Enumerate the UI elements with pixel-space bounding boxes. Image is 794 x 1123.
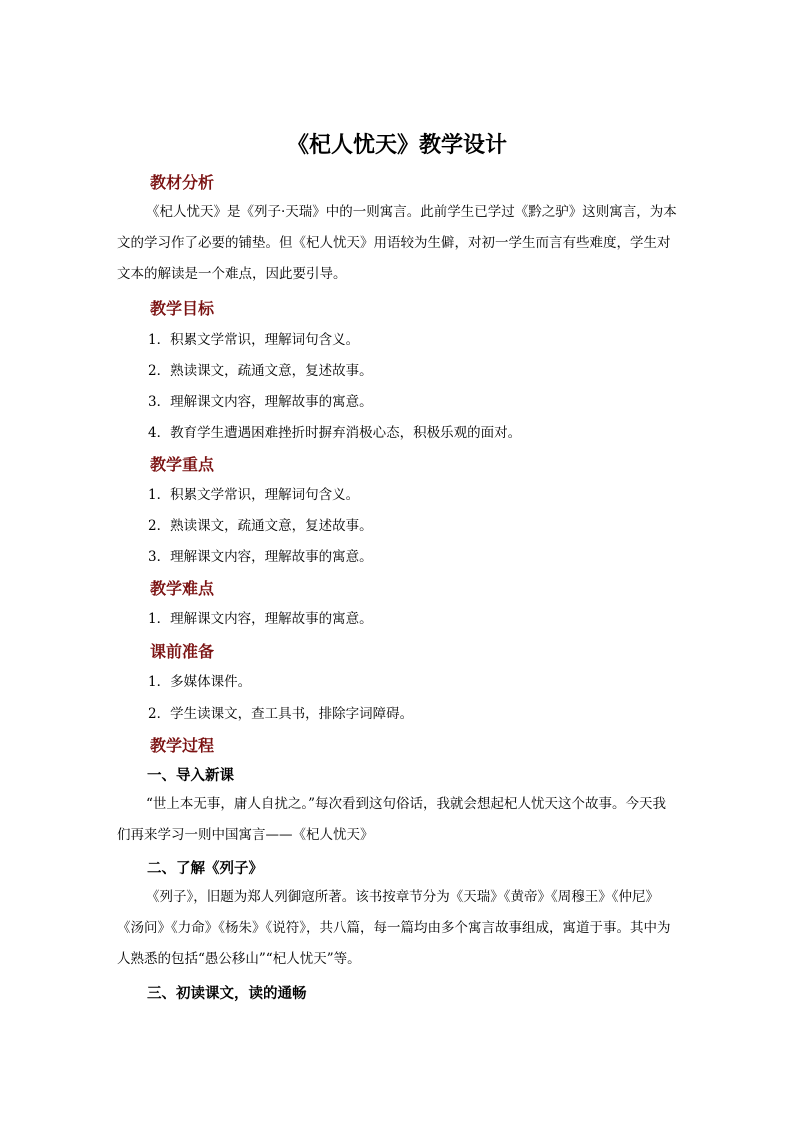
paragraph-analysis: 《杞人忧天》是《列子·天瑞》中的一则寓言。此前学生已学过《黔之驴》这则寓言，为本文的学习作了必要的铺垫。但《杞人忧天》用语较为生僻，对初一学生而言有些难度，学生对文本的解读是一个难点，因此要引导。 xyxy=(117,204,677,282)
process-step-text: 《列子》，旧题为郑人列御寇所著。该书按章节分为《天瑞》《黄帝》《周穆王》《仲尼》《汤问》《力命》《杨朱》《说符》，共八篇，每一篇均由多个寓言故事组成，寓道于事。其中为人熟悉的包括“愚公移山”“杞人忧天”等。 xyxy=(117,889,671,967)
process-step-title: 二、了解《列子》 xyxy=(147,860,263,877)
heading-process: 教学过程 xyxy=(150,736,215,755)
goal-item: 4．教育学生遭遇困难挫折时摒弃消极心态，积极乐观的面对。 xyxy=(148,425,522,441)
key-point-item: 1．积累文学常识，理解词句含义。 xyxy=(148,487,360,503)
heading-preparation: 课前准备 xyxy=(150,642,215,661)
heading-goals: 教学目标 xyxy=(150,299,215,318)
heading-difficulties: 教学难点 xyxy=(150,579,215,598)
goal-item: 3．理解课文内容，理解故事的寓意。 xyxy=(148,394,373,410)
process-step-text: “世上本无事，庸人自扰之。”每次看到这句俗话，我就会想起杞人忧天这个故事。今天我们再来学习一则中国寓言——《杞人忧天》 xyxy=(117,796,667,843)
heading-analysis: 教材分析 xyxy=(150,173,215,192)
process-step-title: 三、初读课文，读的通畅 xyxy=(147,985,307,1002)
process-step-title: 一、导入新课 xyxy=(147,767,234,784)
goal-item: 2．熟读课文，疏通文意，复述故事。 xyxy=(148,363,373,379)
preparation-item: 1．多媒体课件。 xyxy=(148,674,252,690)
heading-key-points: 教学重点 xyxy=(150,455,215,474)
document-title: 《杞人忧天》教学设计 xyxy=(286,132,507,158)
goal-item: 1．积累文学常识，理解词句含义。 xyxy=(148,332,360,348)
key-point-item: 3．理解课文内容，理解故事的寓意。 xyxy=(148,549,373,565)
preparation-item: 2．学生读课文，查工具书，排除字词障碍。 xyxy=(148,706,414,722)
key-point-item: 2．熟读课文，疏通文意，复述故事。 xyxy=(148,518,373,534)
difficulty-item: 1．理解课文内容，理解故事的寓意。 xyxy=(148,611,373,627)
